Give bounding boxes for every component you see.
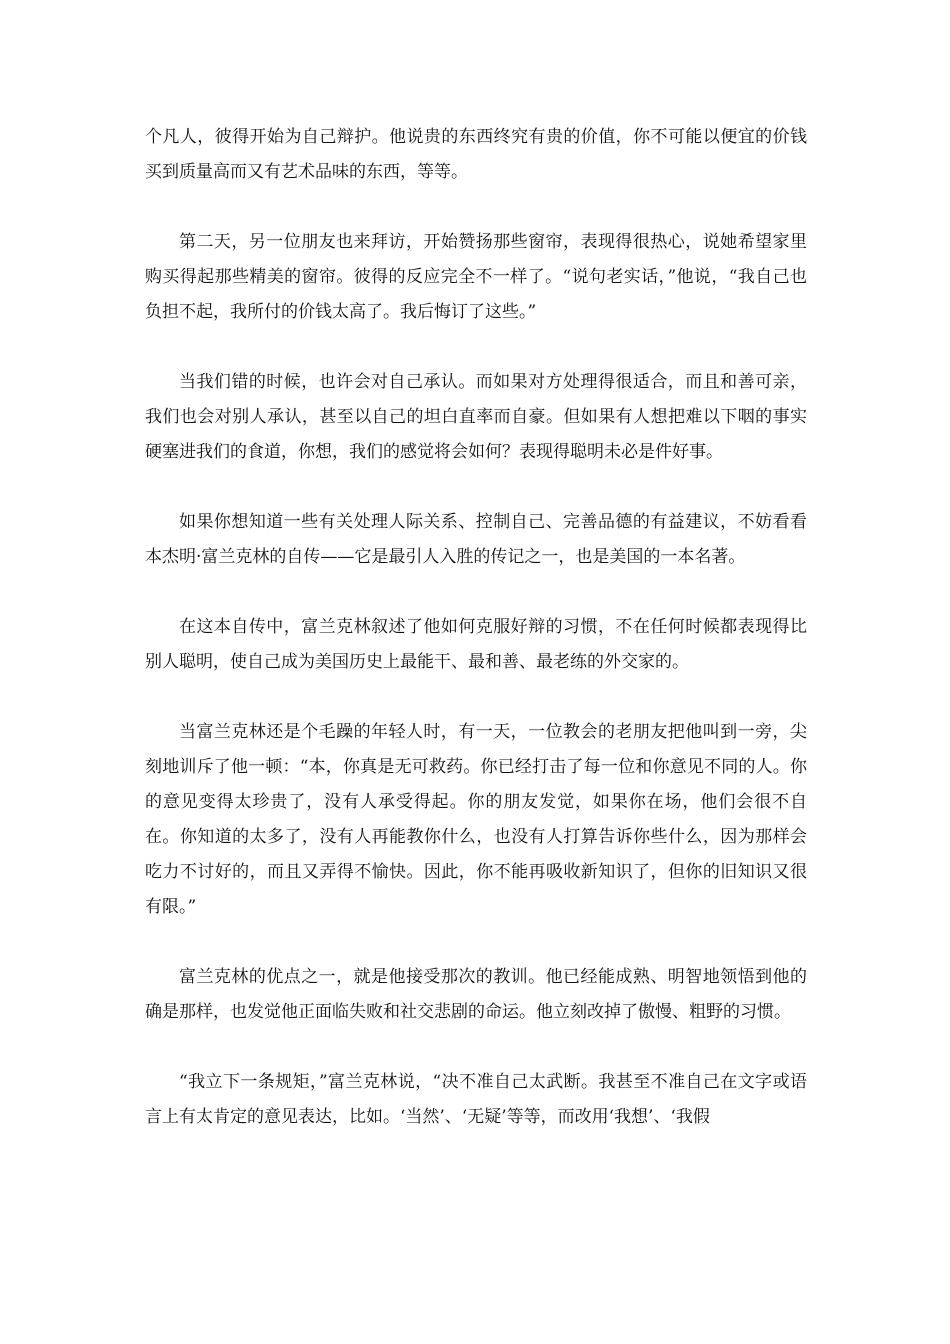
paragraph-2: 第二天，另一位朋友也来拜访，开始赞扬那些窗帘，表现得很热心，说她希望家里购买得起那些精美的窗帘。彼得的反应完全不一样了。“说句老实话，”他说，“我自己也负担不起，我所付的价钱太高了。我后悔订了这些。” [145, 232, 807, 322]
paragraph-3: 当我们错的时候，也许会对自己承认。而如果对方处理得很适合，而且和善可亲，我们也会对别人承认，甚至以自己的坦白直率而自豪。但如果有人想把难以下咽的事实硬塞进我们的食道，你想，我们的感觉将会如何？表现得聪明未必是件好事。 [145, 372, 807, 462]
paragraph-5: 在这本自传中，富兰克林叙述了他如何克服好辩的习惯，不在任何时候都表现得比别人聪明，使自己成为美国历史上最能干、最和善、最老练的外交家的。 [145, 617, 807, 672]
document-page [145, 120, 807, 1135]
paragraph-1: 个凡人，彼得开始为自己辩护。他说贵的东西终究有贵的价值，你不可能以便宜的价钱买到质量高而又有艺术品味的东西，等等。 [145, 127, 807, 182]
paragraph-4: 如果你想知道一些有关处理人际关系、控制自己、完善品德的有益建议，不妨看看本杰明·富兰克林的自传——它是最引人入胜的传记之一，也是美国的一本名著。 [145, 512, 807, 567]
paragraph-7: 富兰克林的优点之一，就是他接受那次的教训。他已经能成熟、明智地领悟到他的确是那样，也发觉他正面临失败和社交悲剧的命运。他立刻改掉了傲慢、粗野的习惯。 [145, 967, 807, 1022]
paragraph-8: “我立下一条规矩，”富兰克林说，“决不准自己太武断。我甚至不准自己在文字或语言上有太肯定的意见表达，比如。‘当然’、‘无疑’等等，而改用‘我想’、‘我假 [145, 1072, 807, 1127]
paragraph-6: 当富兰克林还是个毛躁的年轻人时，有一天，一位教会的老朋友把他叫到一旁，尖刻地训斥了他一顿：“本，你真是无可救药。你已经打击了每一位和你意见不同的人。你的意见变得太珍贵了，没有人承受得起。你的朋友发觉，如果你在场，他们会很不自在。你知道的太多了，没有人再能教你什么，也没有人打算告诉你些什么，因为那样会吃力不讨好的，而且又弄得不愉快。因此，你不能再吸收新知识了，但你的旧知识又很有限。” [145, 722, 807, 917]
